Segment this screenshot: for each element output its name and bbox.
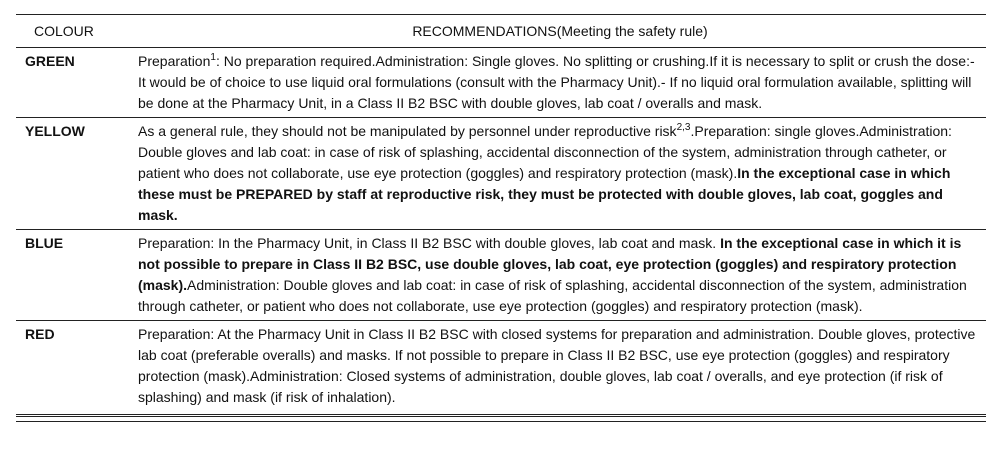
colour-cell: BLUE — [16, 230, 134, 321]
colour-cell: YELLOW — [16, 118, 134, 230]
colour-column-header: COLOUR — [16, 15, 134, 48]
colour-cell: RED — [16, 321, 134, 416]
recommendation-text: Preparation: In the Pharmacy Unit, in Class II B2 BSC with double gloves, lab coat and mask. — [138, 235, 721, 251]
recommendation-cell — [134, 230, 986, 321]
header-row — [16, 15, 986, 48]
reference-superscript: 1 — [210, 52, 216, 63]
recommendation-text: Preparation — [138, 53, 211, 69]
recommendation-cell — [134, 118, 986, 230]
table-body — [16, 48, 986, 416]
table-bottom-rule — [16, 421, 986, 422]
table-row-green — [16, 48, 986, 118]
table-header — [16, 15, 986, 48]
recommendation-text: Preparation: At the Pharmacy Unit in Class II B2 BSC with closed systems for preparation and administration. Double gloves, protective lab coat (preferable overalls) and masks. If not possible to prepare in Class II B2 BSC, use eye protection (goggles) and respiratory protection (mask).Administration: Closed systems of administration, double gloves, lab coat / overalls, and eye protection (if risk of splashing) and mask (if risk of inhalation). — [138, 326, 976, 405]
recommendation-cell — [134, 48, 986, 118]
recommendations-table — [16, 14, 986, 417]
table-row-red — [16, 321, 986, 416]
recommendation-text: As a general rule, they should not be manipulated by personnel under reproductive risk — [138, 123, 677, 139]
recommendation-cell — [134, 321, 986, 416]
reference-superscript: 2,3 — [676, 122, 691, 133]
document-table-wrapper — [16, 14, 986, 422]
recommendation-text: : No preparation required.Administration: Single gloves. No splitting or crushing.If it is necessary to split or crush the dose:- It would be of choice to use liquid oral formulations (consult with the Pharmacy Unit).- If no liquid oral formulation available, splitting will be done at the Pharmacy Unit, in a Class II B2 BSC with double gloves, lab coat / overalls and mask. — [138, 53, 975, 111]
table-row-blue — [16, 230, 986, 321]
recommendations-column-header: RECOMMENDATIONS(Meeting the safety rule) — [134, 15, 986, 48]
emphasis-text: In the exceptional case in which these must be PREPARED by staff at reproductive risk, they must be protected with double gloves, lab coat, goggles and mask. — [138, 165, 951, 223]
emphasis-text: In the exceptional case in which it is not possible to prepare in Class II B2 BSC, use double gloves, lab coat, eye protection (goggles) and respiratory protection (mask). — [138, 235, 962, 293]
table-row-yellow — [16, 118, 986, 230]
recommendation-text: .Preparation: single gloves.Administration: Double gloves and lab coat: in case of risk of splashing, accidental disconnection of the system, administration through catheter, or patient who does not collaborate, use eye protection (goggles) and respiratory protection (mask). — [138, 123, 952, 181]
recommendation-text: Administration: Double gloves and lab coat: in case of risk of splashing, accidental disconnection of the system, administration through catheter, or patient who does not collaborate, use eye protection (goggles) and respiratory protection (mask). — [138, 277, 967, 314]
colour-cell: GREEN — [16, 48, 134, 118]
